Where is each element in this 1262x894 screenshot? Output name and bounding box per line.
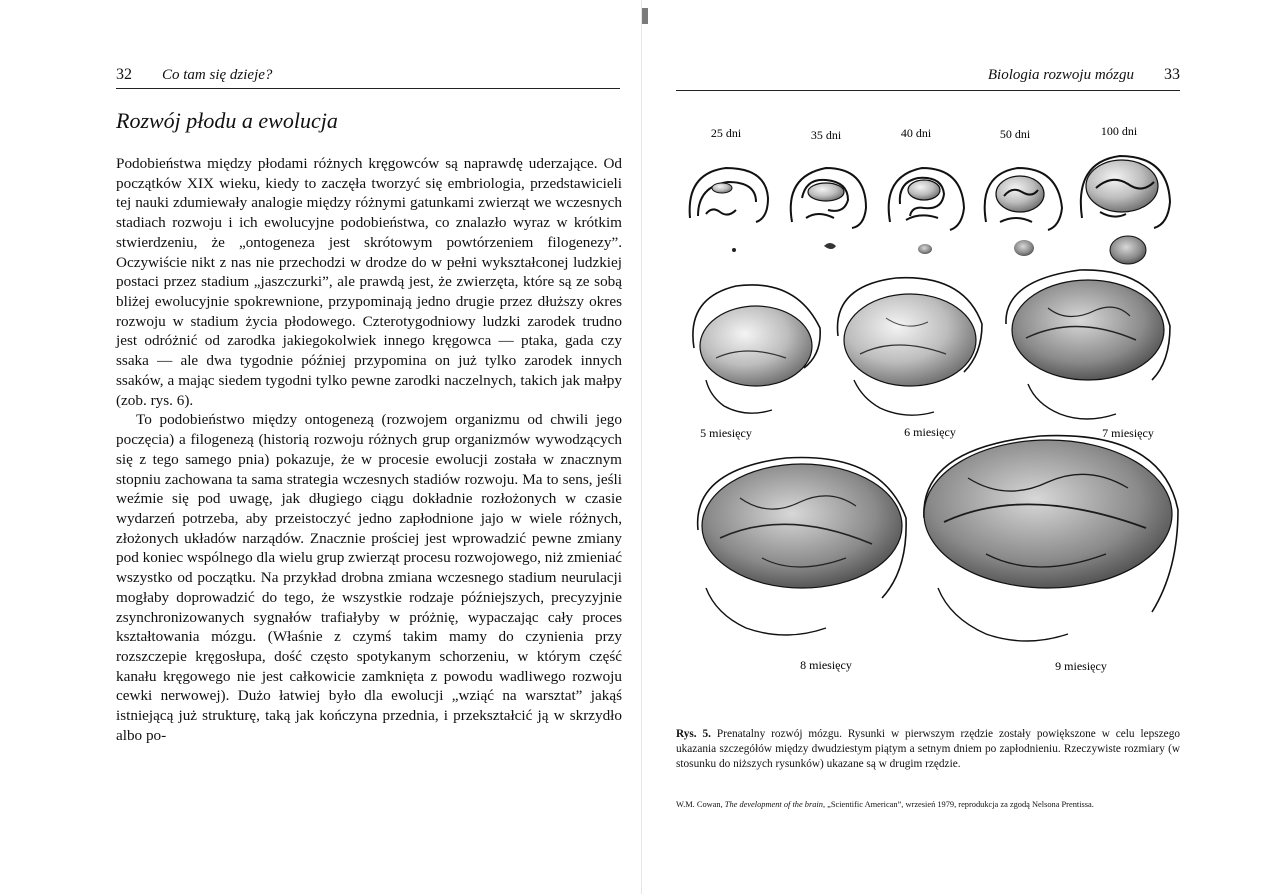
embryo-40-days bbox=[889, 168, 964, 230]
caption-text: Prenatalny rozwój mózgu. Rysunki w pierwszym rzędzie zostały powiększone w celu lepszego ukazania szczegółów między dwudziestym piątym a setnym dniem po zapłodnieniu. Rzeczywiste rozmiary (w stosunku do niższych rysunków) ukazane są w drugim rzędzie. bbox=[676, 728, 1180, 771]
left-page-number: 32 bbox=[116, 66, 132, 83]
label-6-months: 6 miesięcy bbox=[904, 425, 956, 439]
right-page-number: 33 bbox=[1164, 66, 1180, 83]
brain-7-months bbox=[1006, 270, 1170, 419]
binding-mark bbox=[642, 8, 648, 24]
brain-9-months bbox=[924, 436, 1178, 641]
embryo-100-days bbox=[1081, 156, 1170, 228]
credit-rest: , „Scientific American”, wrzesień 1979, reprodukcja za zgodą Nelsona Prentissa. bbox=[822, 800, 1094, 809]
brain-development-figure bbox=[676, 118, 1180, 693]
section-title: Rozwój płodu a ewolucja bbox=[116, 108, 338, 133]
label-50-days: 50 dni bbox=[999, 127, 1031, 141]
label-7-months: 7 miesięcy bbox=[1102, 426, 1154, 440]
brain-6-months bbox=[837, 278, 982, 415]
paragraph-1: Podobieństwa między płodami różnych kręgowców są naprawdę uderzające. Od początków XIX wieku, kiedy to zaczęła tworzyć się embriologia, przedstawicieli tej nauki zdumiewały analogie między różnymi gatunkami zwierząt we wczesnych stadiach rozwoju i ich ewolucyjne podobieństwa, co znalazło wyraz w krótkim stwierdzeniu, że „ontogeneza jest skrótowym powtórzeniem filogenezy”. Oczywiście nikt z nas nie przechodzi w drodze do w pełni wykształconej ludzkiej postaci przez stadium „jaszczurki”, ale prawdą jest, że zwierzęta, które są ze sobą bliżej ewolucyjnie spokrewnione, przypominają jedno drugie przez dłuższy okres rozwoju w stadium życia płodowego. Czterotygodniowy ludzki zarodek trudno jest odróżnić od zarodka jakiegokolwiek innego kręgowca — ptaka, gada czy ssaka — ale dwa tygodnie później przypomina on już tylko zarodek innych ssaków, a mając siedem tygodni tylko pewne zarodki naczelnych, takich jak małpy (zob. rys. 6). bbox=[116, 155, 622, 409]
label-25-days: 25 dni bbox=[710, 126, 742, 140]
credit-title: The development of the brain bbox=[724, 800, 823, 809]
brain-8-months bbox=[698, 458, 907, 636]
label-40-days: 40 dni bbox=[900, 126, 932, 140]
paragraph-2: To podobieństwo między ontogenezą (rozwojem organizmu od chwili jego poczęcia) a filogenezą (historią rozwoju różnych grup organizmów wywodzących się z tego samego pnia) pokazuje, że w procesie ewolucji została w znacznym stopniu zachowana ta sama strategia wczesnych stadiów rozwoju. Ma to sens, jeśli weźmie się pod uwagę, jak długiego ciągu dokładnie rozłożonych w czasie wydarzeń potrzeba, aby przeistoczyć jedno zapłodnione jajo w wiele różnych, złożonych układów narządów. Znacznie prościej jest wprowadzić pewne zmiany pod koniec wspólnego dla wielu grup zwierząt procesu rozwojowego, niż zmieniać wszystko od początku. Na przykład drobna zmiana wczesnego stadium neurulacji mogłaby doprowadzić do tego, że wszystkie rodzaje późniejszych, precyzyjnie zsynchronizowanych sygnałów trafiałyby w próżnię, wypaczając cały proces kształtowania mózgu. (Właśnie z czymś takim mamy do czynienia przy rozszczepie kręgosłupa, dość często spotykanym schorzeniu, w którym część kanału kręgowego nie jest całkowicie zamknięta z powodu wadliwego rozwoju cewki nerwowej). Dużo łatwiej było dla ewolucji „wziąć na warsztat” jakąś istniejącą już strukturę, taką jak kończyna przednia, i przekształcić ją w skrzydło albo po- bbox=[116, 411, 622, 744]
figure-caption bbox=[676, 727, 1180, 773]
body-text bbox=[116, 154, 622, 746]
label-9-months: 9 miesięcy bbox=[1055, 659, 1107, 673]
brain-5-months bbox=[693, 285, 820, 413]
left-header-rule bbox=[116, 88, 620, 89]
small-embryos bbox=[732, 236, 1146, 264]
embryo-25-days bbox=[690, 168, 768, 222]
page-gutter bbox=[641, 0, 642, 894]
left-running-head: Co tam się dzieje? bbox=[162, 67, 273, 83]
embryo-50-days bbox=[985, 168, 1062, 230]
label-35-days: 35 dni bbox=[810, 128, 842, 142]
caption-label: Rys. 5. bbox=[676, 728, 711, 740]
right-header-rule bbox=[676, 90, 1180, 91]
credit-author: W.M. Cowan, bbox=[676, 800, 723, 809]
right-running-head: Biologia rozwoju mózgu bbox=[987, 67, 1134, 83]
figure-credit bbox=[676, 799, 1180, 810]
label-100-days: 100 dni bbox=[1100, 124, 1138, 138]
embryo-35-days bbox=[791, 168, 866, 228]
label-8-months: 8 miesięcy bbox=[800, 658, 852, 672]
label-5-months: 5 miesięcy bbox=[700, 426, 752, 440]
brain-illustration bbox=[676, 118, 1180, 693]
